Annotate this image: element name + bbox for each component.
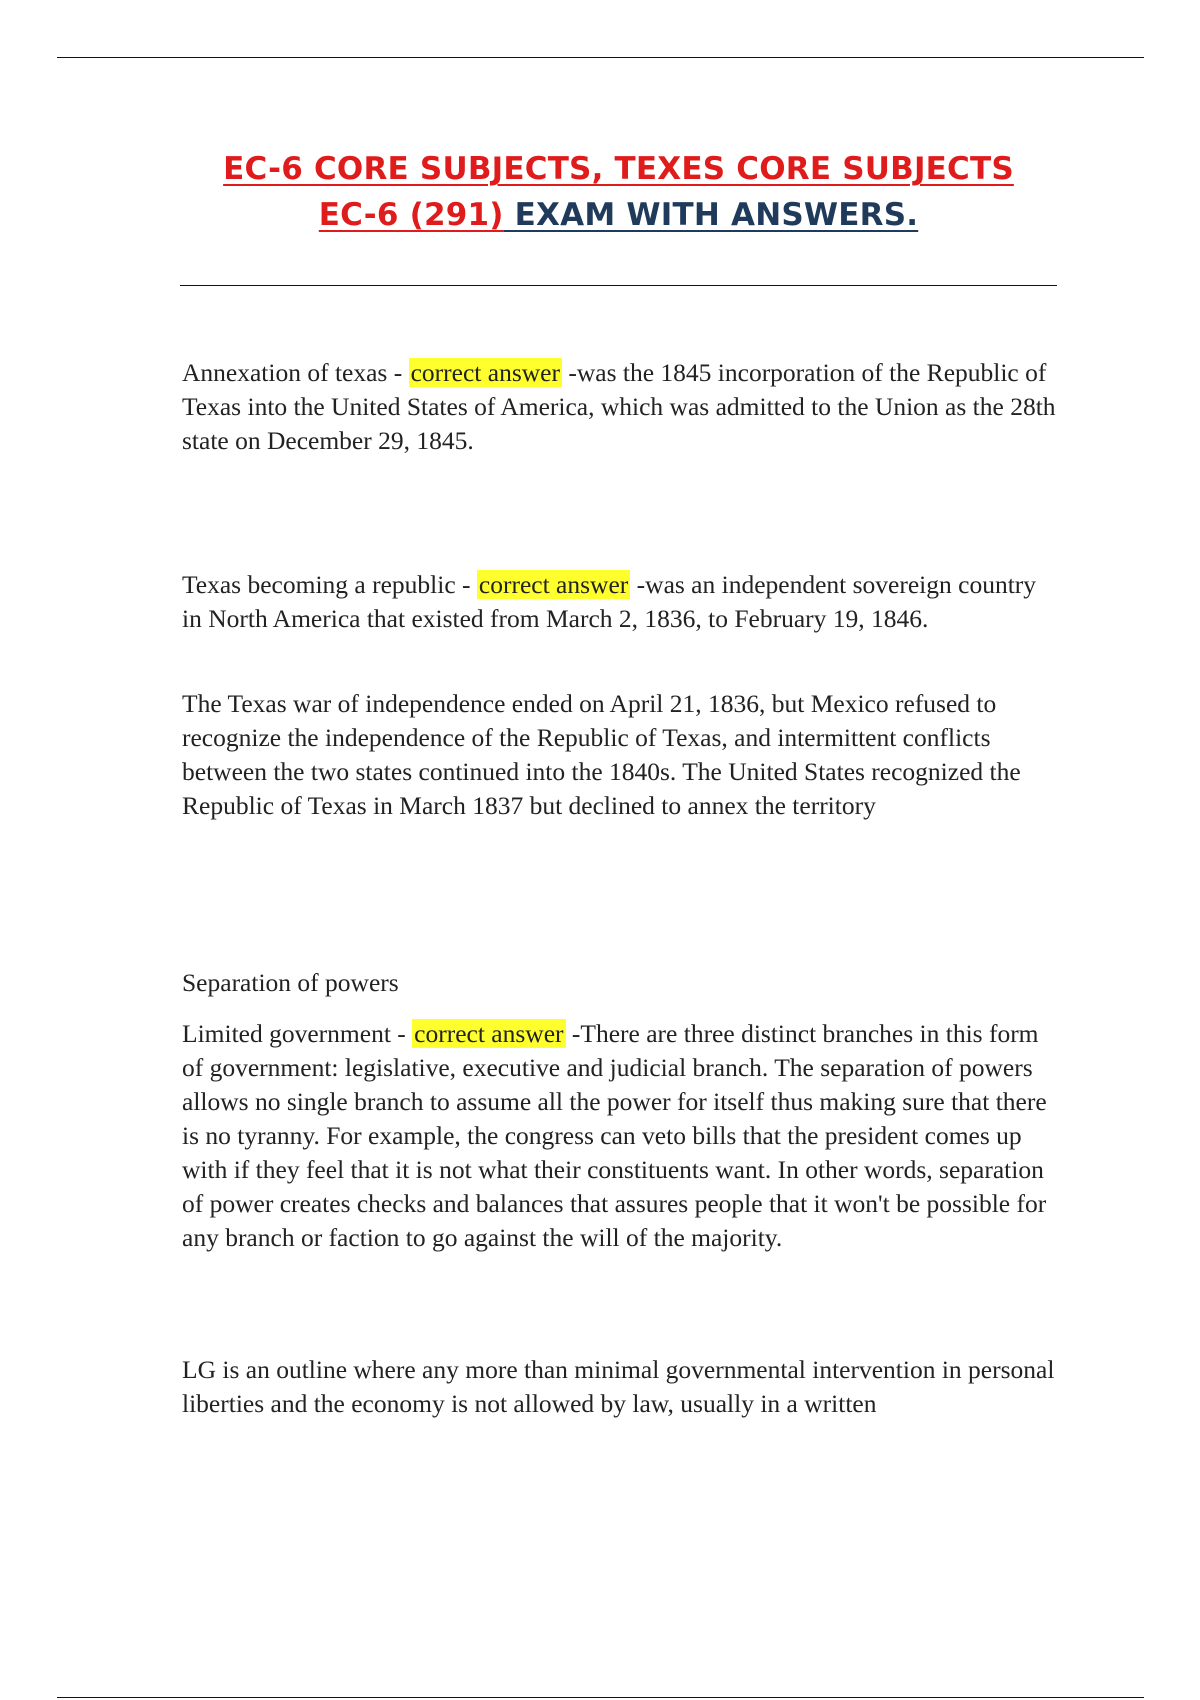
title-divider: [180, 285, 1057, 286]
top-page-rule: [57, 57, 1144, 58]
entry-republic-continuation: The Texas war of independence ended on April 21, 1836, but Mexico refused to recognize the independence of the Republic of Texas, and intermittent conflicts between the two states continued into the 1840s. The United States recognized the Republic of Texas in March 1837 but declined to annex the territory: [182, 689, 1021, 820]
entry-definition: -There are three distinct branches in this form of government: legislative, executive and judicial branch. The separation of powers allows no single branch to assume all the power for itself thus making sure that there is no tyranny. For example, the congress can veto bills that the president comes up with if they feel that it is not what their constituents want. In other words, separation of power creates checks and balances that assures people that it won't be possible for any branch or faction to go against the will of the majority.: [182, 1019, 1047, 1252]
title-line1: EC-6 CORE SUBJECTS, TEXES CORE SUBJECTS: [223, 151, 1014, 187]
title-line2-rest: EXAM WITH ANSWERS.: [503, 197, 919, 233]
entry-annexation: [182, 356, 1062, 458]
answer-highlight: correct answer: [478, 570, 629, 599]
title-line2-code: EC-6 (291): [318, 197, 504, 233]
answer-highlight: correct answer: [414, 1019, 564, 1048]
entry-term: Limited government -: [182, 1019, 413, 1048]
bottom-page-rule: [57, 1697, 1144, 1698]
entry-republic: [182, 568, 1062, 636]
entry-term: Texas becoming a republic -: [182, 570, 477, 599]
entry-term: Annexation of texas -: [182, 358, 409, 387]
entry-definition: -was an independent sovereign country in North America that existed from March 2, 1836, to February 19, 1846.: [182, 570, 1037, 633]
answer-highlight: correct answer: [410, 358, 560, 387]
document-title: [150, 146, 1087, 238]
entry-limited-continuation: LG is an outline where any more than minimal governmental intervention in personal liberties and the economy is not allowed by law, usually in a written: [182, 1355, 1055, 1418]
entry-definition: -was the 1845 incorporation of the Republic of Texas into the United States of America, which was admitted to the Union as the 28th state on December 29, 1845.: [182, 358, 1056, 455]
section-heading-separation: Separation of powers: [182, 968, 399, 997]
entry-limited-government: [182, 1017, 1062, 1255]
